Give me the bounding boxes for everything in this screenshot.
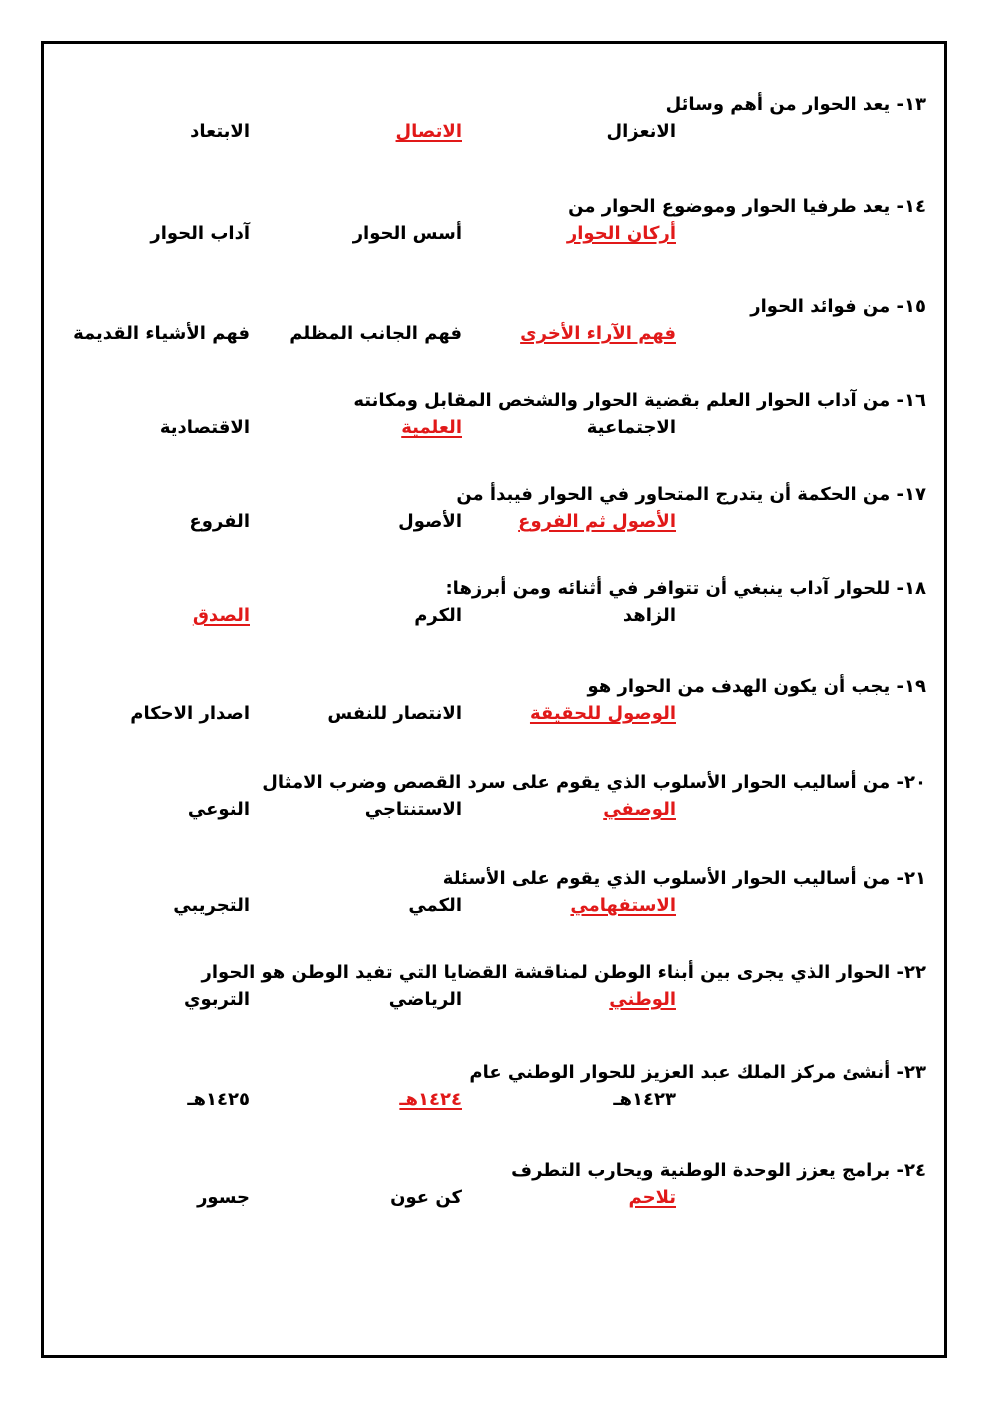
question-text: أنشئ مركز الملك عبد العزيز للحوار الوطني عام: [469, 1062, 891, 1083]
question-number: ١٣-: [896, 94, 926, 115]
answer-option: فهم الأشياء القديمة: [73, 323, 250, 344]
question-item: [60, 196, 926, 256]
answer-option: آداب الحوار: [150, 223, 250, 244]
question-text: الحوار الذي يجرى بين أبناء الوطن لمناقشة القضايا التي تفيد الوطن هو الحوار: [201, 962, 891, 983]
answer-option: النوعي: [187, 799, 250, 820]
answer-option: التربوي: [183, 989, 250, 1010]
question-item: [60, 868, 926, 928]
question-number: ٢١-: [896, 868, 926, 889]
question-text: يعد الحوار من أهم وسائل: [665, 94, 891, 115]
question-number: ٢٠-: [896, 772, 926, 793]
question-item: [60, 962, 926, 1022]
answer-option-correct: الوطني: [609, 989, 676, 1010]
question-number: ٢٤-: [896, 1160, 926, 1181]
question-item: [60, 772, 926, 832]
question-number: ١٩-: [896, 676, 926, 697]
answer-option: الفروع: [189, 511, 250, 532]
question-item: [60, 296, 926, 356]
question-text: من آداب الحوار العلم بقضية الحوار والشخص المقابل ومكانته: [353, 390, 891, 411]
answer-option: الانتصار للنفس: [327, 703, 462, 724]
question-line: [60, 772, 926, 793]
answer-option-correct: العلمية: [401, 417, 462, 438]
answer-option-correct: ١٤٢٤هـ: [399, 1089, 462, 1110]
question-line: [60, 484, 926, 505]
answer-option: ١٤٢٥هـ: [187, 1089, 250, 1110]
question-item: [60, 1062, 926, 1122]
answer-option: فهم الجانب المظلم: [289, 323, 462, 344]
question-line: [60, 296, 926, 317]
question-text: للحوار آداب ينبغي أن تتوافر في أثنائه ومن أبرزها:: [445, 578, 891, 599]
answer-option: التجريبي: [173, 895, 250, 916]
question-text: برامج يعزز الوحدة الوطنية ويحارب التطرف: [511, 1160, 891, 1181]
question-item: [60, 484, 926, 544]
question-text: من فوائد الحوار: [750, 296, 891, 317]
question-line: [60, 676, 926, 697]
question-number: ١٦-: [896, 390, 926, 411]
answer-option: الابتعاد: [190, 121, 250, 142]
answer-option-correct: الوصفي: [603, 799, 676, 820]
question-item: [60, 94, 926, 154]
answer-option-correct: الوصول للحقيقة: [529, 703, 676, 724]
question-line: [60, 94, 926, 115]
question-number: ١٨-: [896, 578, 926, 599]
question-number: ١٥-: [896, 296, 926, 317]
question-text: من أساليب الحوار الأسلوب الذي يقوم على سرد القصص وضرب الامثال: [262, 772, 891, 793]
question-line: [60, 1062, 926, 1083]
question-item: [60, 1160, 926, 1220]
answer-option: الرياضي: [388, 989, 462, 1010]
answer-option-correct: تلاحم: [628, 1187, 676, 1208]
question-line: [60, 1160, 926, 1181]
question-number: ١٧-: [896, 484, 926, 505]
question-text: يعد طرفيا الحوار وموضوع الحوار من: [568, 196, 891, 217]
question-line: [60, 962, 926, 983]
answer-option-correct: فهم الآراء الأخرى: [520, 323, 676, 344]
question-number: ٢٢-: [896, 962, 926, 983]
question-item: [60, 390, 926, 450]
question-number: ١٤-: [896, 196, 926, 217]
answer-option-correct: الاستفهامي: [570, 895, 676, 916]
answer-option: الكرم: [414, 605, 462, 626]
answer-option: كن عون: [390, 1187, 462, 1208]
answer-option: ١٤٢٣هـ: [613, 1089, 676, 1110]
answer-option: الزاهد: [622, 605, 676, 626]
question-line: [60, 390, 926, 411]
answer-option: اصدار الاحكام: [130, 703, 250, 724]
question-line: [60, 868, 926, 889]
answer-option: الاستنتاجي: [364, 799, 462, 820]
question-text: من الحكمة أن يتدرج المتحاور في الحوار فيبدأ من: [456, 484, 891, 505]
answer-option-correct: الأصول ثم الفروع: [518, 511, 676, 532]
question-line: [60, 196, 926, 217]
answer-option: الاقتصادية: [159, 417, 250, 438]
question-line: [60, 578, 926, 599]
question-text: يجب أن يكون الهدف من الحوار هو: [587, 676, 891, 697]
answer-option-correct: أركان الحوار: [566, 223, 676, 244]
question-item: [60, 676, 926, 736]
question-text: من أساليب الحوار الأسلوب الذي يقوم على الأسئلة: [442, 868, 891, 889]
answer-option-correct: الاتصال: [395, 121, 462, 142]
answer-option: الاجتماعية: [586, 417, 676, 438]
answer-option: جسور: [197, 1187, 250, 1208]
question-number: ٢٣-: [896, 1062, 926, 1083]
answer-option: الانعزال: [606, 121, 676, 142]
question-item: [60, 578, 926, 638]
answer-option-correct: الصدق: [192, 605, 250, 626]
answer-option: أسس الحوار: [352, 223, 462, 244]
answer-option: الكمي: [408, 895, 462, 916]
answer-option: الأصول: [398, 511, 462, 532]
